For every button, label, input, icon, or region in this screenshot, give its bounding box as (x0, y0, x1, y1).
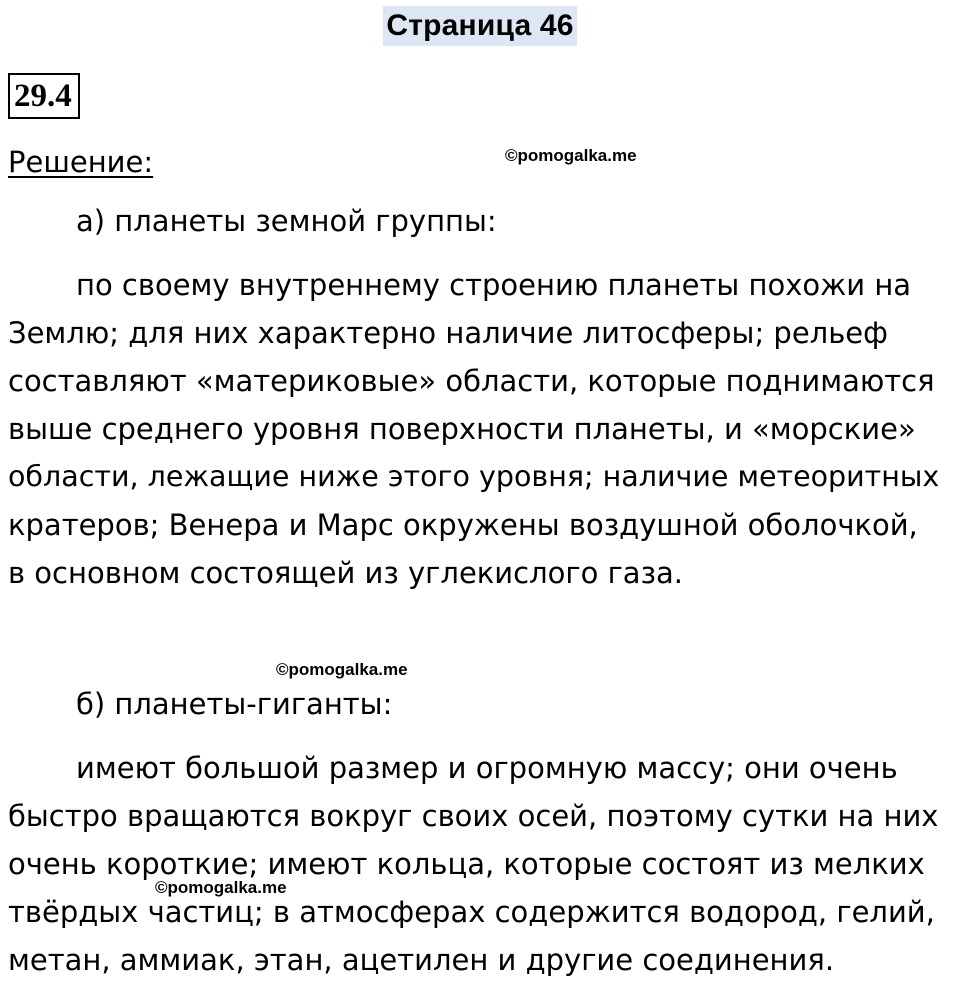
page-title: Страница 46 (383, 6, 576, 46)
section-a-body (8, 261, 954, 597)
section-a-line: области, лежащие ниже этого уровня; наличие метеоритных (8, 460, 940, 493)
watermark: ©pomogalka.me (155, 878, 287, 897)
section-a-line: в основном состоящей из углекислого газа. (8, 556, 683, 590)
watermark: ©pomogalka.me (505, 146, 637, 165)
section-b-line: имеют большой размер и огромную массу; они очень (76, 751, 898, 785)
page-header (0, 6, 960, 46)
section-a-line: Землю; для них характерно наличие литосферы; рельеф (8, 316, 888, 350)
section-a-line: выше среднего уровня поверхности планеты, и «морские» (8, 412, 916, 446)
section-a-line: составляют «материковые» области, которые поднимаются (8, 364, 935, 398)
section-a-line: по своему внутреннему строению планеты похожи на (76, 268, 912, 302)
task-number: 29.4 (8, 73, 80, 119)
section-b-line: очень короткие; имеют кольца, которые состоят из мелких (8, 847, 925, 881)
section-a-line: кратеров; Венера и Марс окружены воздушной оболочкой, (8, 508, 918, 542)
section-b-line: быстро вращаются вокруг своих осей, поэтому сутки на них (8, 799, 939, 833)
section-b-body (8, 744, 954, 984)
section-b-line: твёрдых частиц; в атмосферах содержится водород, гелий, (8, 895, 935, 929)
section-b-heading: б) планеты-гиганты: (76, 687, 393, 721)
solution-label: Решение: (8, 145, 154, 179)
watermark: ©pomogalka.me (276, 660, 408, 679)
section-a-heading: а) планеты земной группы: (76, 204, 497, 238)
section-b-line: метан, аммиак, этан, ацетилен и другие соединения. (8, 943, 835, 977)
